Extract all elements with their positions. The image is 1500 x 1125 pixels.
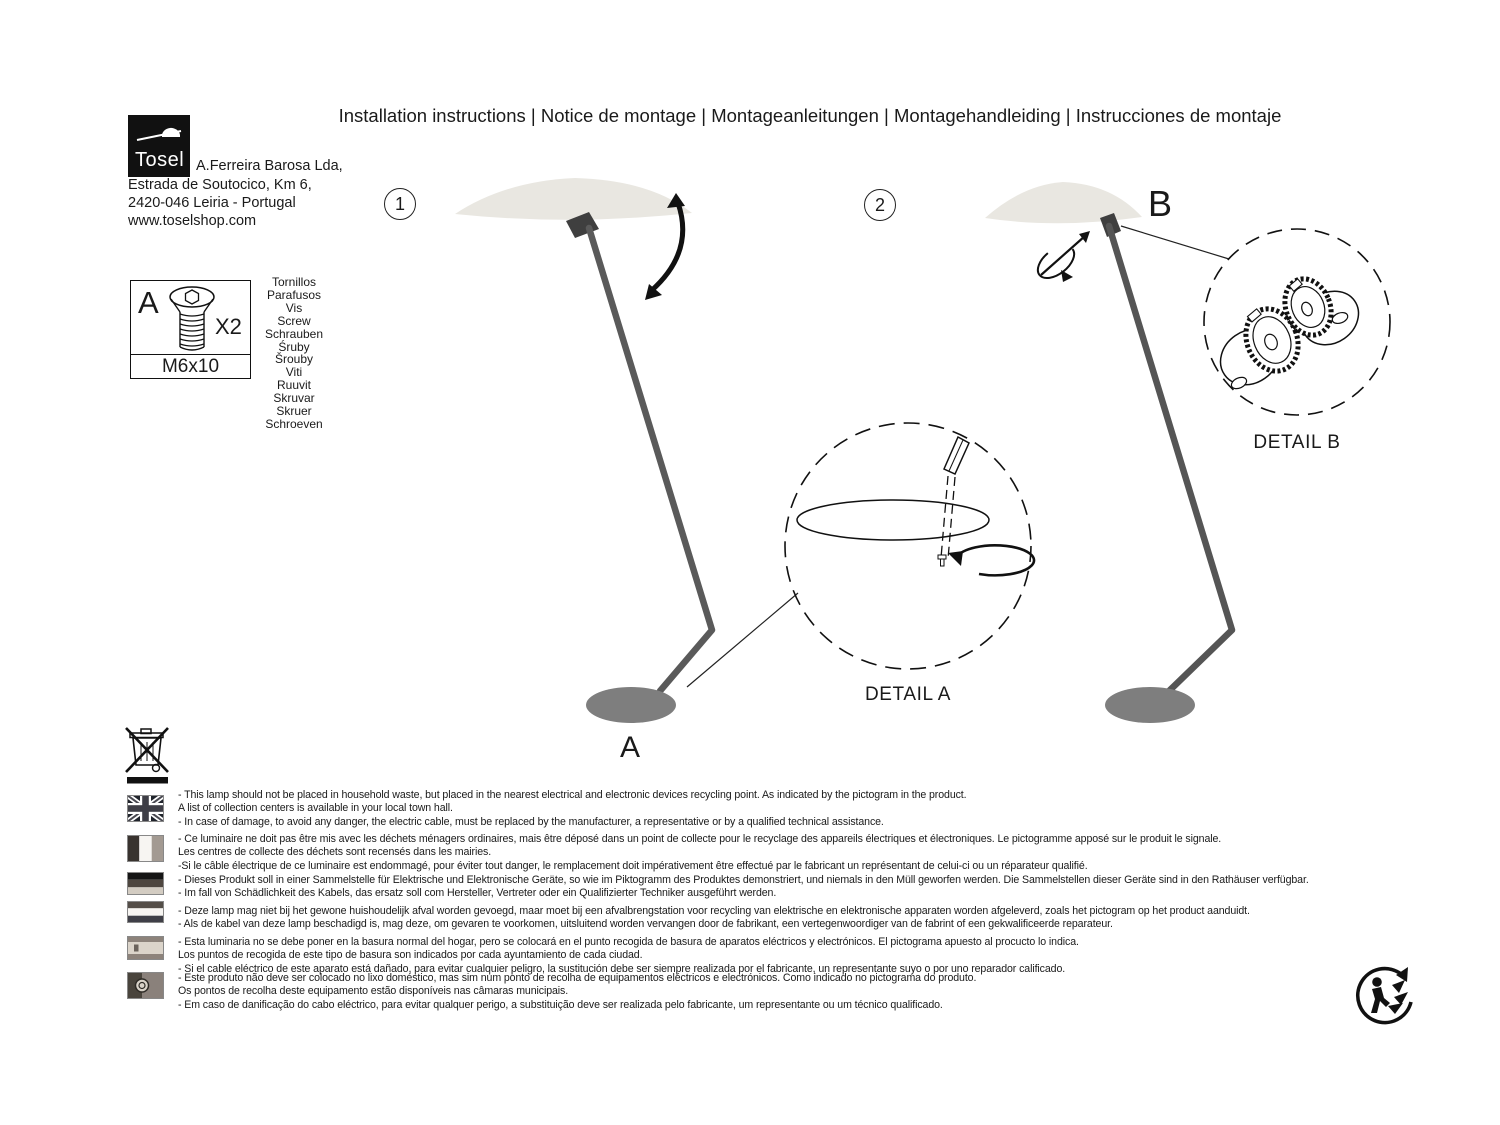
- warning-line: - Este produto não deve ser colocado no lixo doméstico, mas sim num ponto de recolha de equipamentos eléctricos e electrónicos. Como indicado no pictograma do produto.: [178, 972, 977, 984]
- flag-germany-icon: [127, 872, 164, 895]
- screw-name: Viti: [285, 365, 303, 380]
- screw-name: Parafusos: [266, 287, 322, 302]
- screw-name: Skruer: [276, 404, 312, 419]
- screw-icon: [167, 285, 217, 355]
- logo-text: Tosel: [135, 149, 185, 171]
- warning-line: - Esta luminaria no se debe poner en la basura normal del hogar, pero se colocará en el punto recogida de basura de aparatos eléctricos y electrónicos. El pictograma apuesto al procucto lo indica.: [178, 936, 1079, 948]
- warning-block-de: [178, 874, 1309, 901]
- parts-box: [130, 280, 251, 379]
- flag-portugal-icon: [127, 972, 164, 999]
- warning-line: - In case of damage, to avoid any danger, the electric cable, must be replaced by the manufacturer, a representative or by a qualified technical assistance.: [178, 815, 884, 828]
- lamp2-illustration: [985, 182, 1232, 723]
- parts-box-label: A: [138, 285, 159, 320]
- company-address-1: Estrada de Soutocico, Km 6,: [128, 177, 312, 193]
- warning-line: - This lamp should not be placed in household waste, but placed in the nearest electrical and electronic devices recycling point. As indicated by the pictogram in the product.: [178, 789, 967, 801]
- tosel-logo: [128, 115, 190, 177]
- company-address-2: 2420-046 Leiria - Portugal: [128, 195, 296, 211]
- warning-line: A list of collection centers is available in your local town hall.: [178, 802, 453, 815]
- warning-block-fr: [178, 833, 1221, 873]
- step-2-number: 2: [864, 189, 896, 221]
- screw-name: Ruuvit: [276, 378, 311, 393]
- warning-line: Les centres de collecte des déchets sont recensés dans les mairies.: [178, 846, 492, 859]
- warning-line: -Si le câble électrique de ce luminaire est endommagé, pour éviter tout danger, le remplacement doit impérativement être effectué par le fabricant un représentant de celui-ci ou un réparateur qualifié.: [178, 859, 1088, 872]
- part-b-label: B: [1147, 183, 1172, 224]
- warning-line: - Deze lamp mag niet bij het gewone huishoudelijk afval worden gevoegd, maar moet bij een afvalbrengstation voor recycling van elektrische en elektronische apparaten worden afgeleverd, zoals het pictogram op het product aanduidt.: [178, 905, 1250, 917]
- warning-block-es: [178, 936, 1079, 976]
- detail-b-diagram: [1204, 229, 1390, 415]
- step-1-number: 1: [384, 188, 416, 220]
- warning-line: - Im fall von Schädlichkeit des Kabels, das ersatz soll com Hersteller, Vertreter oder ein Qualifizierter Techniker ausgeführt werden.: [178, 887, 777, 900]
- screw-name: Vis: [285, 300, 303, 315]
- flag-netherlands-icon: [127, 901, 164, 923]
- flag-uk-icon: [127, 795, 164, 822]
- screw-name: Tornillos: [271, 275, 316, 289]
- flag-france-icon: [127, 835, 164, 862]
- weee-bin-icon: [126, 728, 168, 784]
- flag-spain-icon: [127, 936, 164, 960]
- screw-names-list: [252, 276, 336, 431]
- warning-block-en: [178, 789, 967, 829]
- detail-b-label: DETAIL B: [1253, 432, 1341, 453]
- warning-line: Os pontos de recolha deste equipamento estão disponíveis nas câmaras municipais.: [178, 985, 569, 998]
- warning-line: - Em caso de danificação do cabo eléctrico, para evitar qualquer perigo, a substituição deve ser realizada pelo fabricante, um representante ou um técnico qualificado.: [178, 998, 943, 1011]
- screw-name: Schroeven: [265, 416, 323, 431]
- warning-line: - Ce luminaire ne doit pas être mis avec les déchets ménagers ordinaires, mais être déposé dans un point de collecte pour le recyclage des appareils électriques et électroniques. Le pictogramme apposé sur le produit le signale.: [178, 833, 1222, 845]
- rotate-axis-icon: [1032, 231, 1090, 284]
- detail-a-diagram: [785, 423, 1034, 669]
- screw-name: Screw: [277, 313, 311, 328]
- screw-name: Skruvar: [273, 391, 315, 406]
- warning-line: Los puntos de recogida de este tipo de basura son indicados por cada ayuntamiento de cada ciudad.: [178, 949, 643, 962]
- warning-block-pt: [178, 972, 976, 1012]
- warning-line: - Si el cable eléctrico de este aparato está dañado, para evitar cualquier peligro, la sustitución debe ser siempre realizada por el fabricante, un representante suyo o por uno reparador calificado.: [178, 962, 1066, 975]
- page-title: Installation instructions | Notice de montage | Montageanleitungen | Montagehandleiding | Instrucciones de montaje: [338, 105, 1282, 126]
- parts-box-quantity: X2: [215, 314, 242, 339]
- part-a-label: A: [619, 731, 640, 764]
- company-website: www.toselshop.com: [128, 213, 257, 229]
- warning-line: - Als de kabel van deze lamp beschadigd is, mag deze, om gevaren te voorkomen, uitsluitend worden vervangen door de fabrikant, een vertegenwoordiger van de fabrint of een gekwalificeerde reparateur.: [178, 918, 1113, 931]
- detail-b-callout-line: [1121, 226, 1229, 259]
- screw-name: Šrouby: [274, 352, 314, 367]
- parts-box-size: M6x10: [131, 354, 250, 378]
- detail-a-label: DETAIL A: [864, 684, 952, 705]
- screw-name: Schrauben: [264, 326, 324, 341]
- screw-name: Śruby: [278, 339, 310, 354]
- triman-recycling-icon: [1358, 967, 1411, 1023]
- warning-line: - Dieses Produkt soll in einer Sammelstelle für Elektrische und Elektronische Geräte, so wie im Piktogramm des Produktes demonstriert, und niemals in den Müll geworfen werden. Die Sammelstellen dieser Geräte sind in den Rathäuser verfügbar.: [178, 874, 1309, 886]
- company-name: A.Ferreira Barosa Lda,: [196, 158, 343, 174]
- warning-block-nl: [178, 905, 1250, 932]
